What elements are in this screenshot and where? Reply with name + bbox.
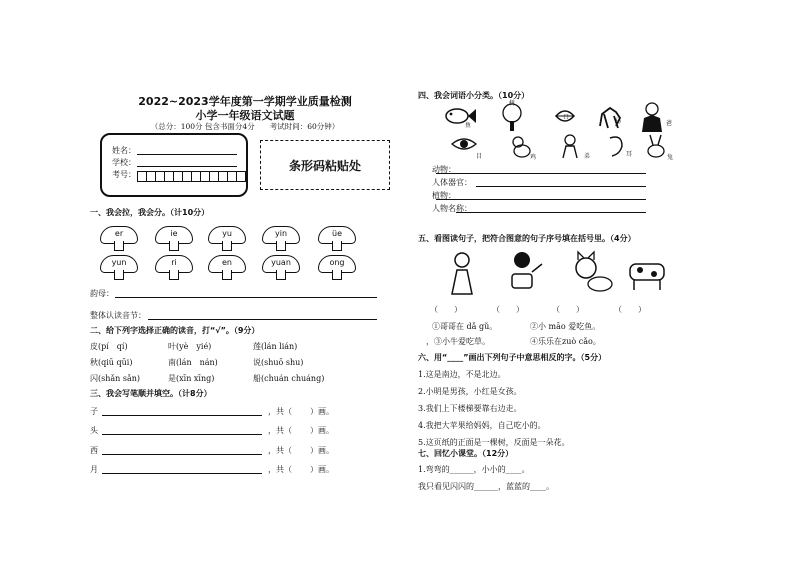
pinyin-item[interactable]: 南(lán nán) [168,358,218,367]
brother-icon [563,135,577,158]
stroke-order-field[interactable] [102,454,262,455]
chicken-icon [513,137,530,157]
mushroom-stem [114,241,124,251]
category-label: 植物： [432,191,456,200]
syllable-mushroom [155,255,191,279]
stroke-count-suffix: ）画。 [310,446,334,455]
cow-icon [630,264,664,290]
tree-icon [503,104,521,131]
finals-label: 韵母： [90,289,114,298]
pinyin-item[interactable]: 闪(shǎn sǎn) [90,374,140,383]
picture-label: 口 [563,114,570,121]
syllable-mushroom [208,255,244,279]
stroke-order-field[interactable] [102,415,262,416]
mushroom-stem [276,270,286,280]
whole-syllables-answer-line[interactable] [148,319,377,320]
category-label: 人物名称： [432,204,472,213]
syllable-mushroom [155,226,191,250]
stroke-count-prefix: ，共（ [268,426,292,435]
answer-paren[interactable]: （ ） [614,305,646,314]
mushroom-stem [169,270,179,280]
syllable-text: yu [208,226,246,244]
category-answer-line[interactable] [436,199,646,200]
answer-paren[interactable]: （ ） [430,305,462,314]
syllable-text: er [100,226,138,244]
syllable-mushroom [100,255,136,279]
stroke-order-field[interactable] [102,434,262,435]
stroke-count-prefix: ，共（ [268,446,292,455]
girl-icon [452,253,472,294]
whole-syllables-label: 整体认读音节： [90,311,146,320]
syllable-mushroom [262,226,298,250]
mushroom-stem [222,241,232,251]
section3-title: 三、我会写笔顺并填空。（计8分） [90,389,212,398]
father-icon [642,103,662,132]
answer-paren[interactable]: （ ） [552,305,584,314]
picture-label: 耳 [626,151,633,158]
syllable-mushroom [318,226,354,250]
target-char: 子 [90,407,98,416]
syllable-text: ong [318,255,356,273]
syllable-text: ie [155,226,193,244]
stroke-count-suffix: ）画。 [310,426,334,435]
picture-label: 树 [509,100,516,107]
exam-info: （总分：100分 包含书面分4分 考试时间：60分钟） [150,122,340,131]
sentence-2: ②小 māo 爱吃鱼。 [530,322,601,331]
category-label: 人体器官： [432,178,472,187]
ear-icon [610,137,622,156]
section7-title: 七、回忆小课堂。（12分） [418,449,514,458]
mushroom-stem [276,241,286,251]
pinyin-item[interactable]: 皮(pí qí) [90,342,128,351]
picture-label: 弟 [584,153,591,160]
id-label: 考号： [112,170,136,179]
picture-label: 鱼 [465,122,472,129]
exam-subtitle: 小学一年级语文试题 [195,109,295,122]
exam-title: 2022~2023学年度第一学期学业质量检测 [138,95,352,108]
cat-icon [576,252,612,291]
picture-row-2 [450,132,690,162]
stroke-count-suffix: ）画。 [310,407,334,416]
section6-title: 六、用“____”画出下列句子中意思相反的字。（5分） [418,353,607,362]
opposite-sentence[interactable]: 4.我把大苹果给妈妈，自己吃小的。 [418,421,546,430]
pinyin-item[interactable]: 秋(qiū qūi) [90,358,133,367]
mushroom-stem [222,270,232,280]
sentence-1: ①哥哥在 dǎ gǔ。 [432,322,498,331]
section2-title: 二、给下列字选择正确的读音，打“√”。（9分） [90,326,260,335]
mushroom-stem [332,241,342,251]
stroke-count-prefix: ，共（ [268,465,292,474]
picture-label: 爸 [666,120,673,127]
target-char: 月 [90,465,98,474]
opposite-sentence[interactable]: 1.这是南边，不是北边。 [418,370,506,379]
stroke-count-suffix: ）画。 [310,465,334,474]
opposite-sentence[interactable]: 5.这页纸的正面是一棵树，反面是一朵花。 [418,438,570,447]
pinyin-item[interactable]: 是(xīn xīng) [168,374,215,383]
school-label: 学校： [112,158,136,167]
opposite-sentence[interactable]: 3.我们上下楼梯要靠右边走。 [418,404,522,413]
section4-title: 四、我会词语小分类。（10分） [418,91,530,100]
barcode-area: 条形码粘贴处 [260,140,390,190]
sentence-4: ④乐乐在zuò cǎo。 [530,337,601,346]
syllable-mushroom [318,255,354,279]
school-field[interactable] [137,166,237,167]
target-char: 头 [90,426,98,435]
mushroom-stem [169,241,179,251]
syllable-mushroom [208,226,244,250]
picture-label: 目 [476,153,483,160]
mushroom-stem [332,270,342,280]
syllable-text: en [208,255,246,273]
pinyin-item[interactable]: 船(chuán chuáng) [253,374,325,383]
target-char: 西 [90,446,98,455]
category-answer-line[interactable] [476,186,646,187]
syllable-text: üe [318,226,356,244]
picture-row-3 [440,250,700,300]
section1-title: 一、我会拉，我会分。（计10分） [90,208,210,217]
stroke-order-field[interactable] [102,473,262,474]
syllable-mushroom [100,226,136,250]
pinyin-item[interactable]: 说(shuō shu) [253,358,304,367]
id-cells[interactable] [137,171,245,182]
syllable-text: yuan [262,255,300,273]
answer-paren[interactable]: （ ） [492,305,524,314]
category-answer-line[interactable] [456,212,646,213]
syllable-text: yin [262,226,300,244]
category-answer-line[interactable] [436,173,646,174]
finals-answer-line[interactable] [115,297,377,298]
fish-icon [446,109,476,123]
sentence-3: ，③小牛爱吃草。 [426,337,490,346]
pinyin-item[interactable]: 莲(lán lián) [253,342,298,351]
drummer-boy-icon [512,252,542,288]
recall-line-1[interactable]: 1.弯弯的______，小小的____。 [418,465,530,474]
pinyin-item[interactable]: 叶(yè yié) [168,342,212,351]
picture-label: 鸡 [530,154,537,161]
eye-icon [452,139,476,149]
section5-title: 五、看图读句子，把符合图意的句子序号填在括号里。（4分） [418,234,636,243]
name-field[interactable] [137,154,237,155]
mushroom-stem [114,270,124,280]
rabbit-icon [648,135,664,157]
syllable-text: ri [155,255,193,273]
name-label: 姓名： [112,146,136,155]
stroke-count-prefix: ，共（ [268,407,292,416]
picture-label: 兔 [667,154,674,161]
picture-label: 马 [615,118,622,125]
opposite-sentence[interactable]: 2.小明是男孩，小红是女孩。 [418,387,522,396]
syllable-text: yun [100,255,138,273]
recall-line-2[interactable]: 我只看见闪闪的______，蓝蓝的____。 [418,482,554,491]
category-label: 动物： [432,165,456,174]
syllable-mushroom [262,255,298,279]
